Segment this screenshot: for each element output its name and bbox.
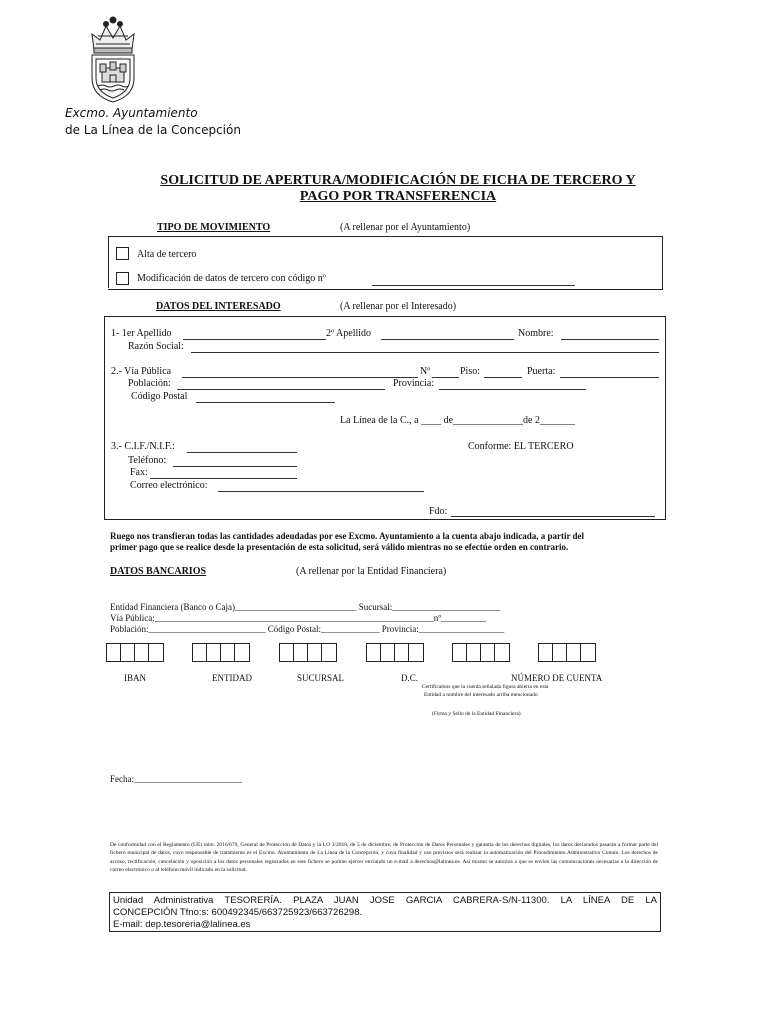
- signature-field[interactable]: [451, 516, 655, 517]
- alta-checkbox[interactable]: [116, 247, 129, 260]
- municipality-name: Excmo. Ayuntamiento: [65, 106, 198, 120]
- bank-address-line: Vía Pública:______________________________________________________________nº__________: [110, 613, 487, 623]
- form-title-line1: SOLICITUD DE APERTURA/MODIFICACIÓN DE FICHA DE TERCERO Y: [160, 173, 636, 188]
- certify-line2: Entidad a nombre del interesado arriba mencionado: [424, 692, 538, 698]
- apellido1-label: 1- 1er Apellido: [111, 328, 172, 339]
- cuenta-boxes-1[interactable]: [452, 643, 510, 662]
- provincia-label: Provincia:: [393, 378, 435, 389]
- bank-entity-line: Entidad Financiera (Banco o Caja)___________________________ Sucursal:________________________: [110, 602, 501, 612]
- municipality-subname: de La Línea de la Concepción: [65, 123, 241, 137]
- codigo-postal-field[interactable]: [196, 402, 335, 403]
- alta-label: Alta de tercero: [137, 249, 197, 260]
- correo-label: Correo electrónico:: [130, 480, 208, 491]
- cif-label: 3.- C.I.F./N.I.F.:: [111, 441, 175, 452]
- razon-social-field[interactable]: [191, 352, 659, 353]
- request-text-line2: primer pago que se realice desde la presentación de esta solicitud, será válido mientras no se efectúe orden en contrario.: [110, 542, 569, 552]
- puerta-field[interactable]: [560, 377, 659, 378]
- poblacion-label: Población:: [128, 378, 171, 389]
- via-publica-field[interactable]: [182, 377, 418, 378]
- movement-heading: TIPO DE MOVIMIENTO: [157, 222, 271, 233]
- iban-label: IBAN: [124, 673, 146, 683]
- conforme-label: Conforme: EL TERCERO: [468, 441, 574, 452]
- numero-field[interactable]: [432, 377, 459, 378]
- fax-field[interactable]: [150, 478, 297, 479]
- telefono-label: Teléfono:: [128, 455, 167, 466]
- puerta-label: Puerta:: [527, 366, 556, 377]
- entidad-label: ENTIDAD: [212, 673, 252, 683]
- entidad-boxes[interactable]: [192, 643, 250, 662]
- piso-label: Piso:: [460, 366, 481, 377]
- apellido2-field[interactable]: [381, 339, 514, 340]
- cif-field[interactable]: [187, 452, 297, 453]
- via-publica-label: 2.- Vía Pública: [111, 366, 172, 377]
- dc-boxes[interactable]: [366, 643, 424, 662]
- movement-note: (A rellenar por el Ayuntamiento): [340, 222, 471, 233]
- movement-box-left-edge: [108, 236, 109, 288]
- iban-boxes[interactable]: [106, 643, 164, 662]
- bank-signature-note: (Firma y Sello de la Entidad Financiera): [432, 711, 521, 717]
- place-date: La Línea de la C., a ____ de______________de 2_______: [340, 415, 575, 426]
- bank-city-line: Población:__________________________ Código Postal:_____________ Provincia:___________________: [110, 624, 505, 634]
- numero-label: Nº: [420, 366, 431, 377]
- piso-field[interactable]: [484, 377, 522, 378]
- form-title-line2: PAGO POR TRANSFERENCIA: [299, 189, 497, 204]
- footer-address-line: Unidad Administrativa TESORERÍA. PLAZA JUAN JOSE GARCIA CABRERA-S/N-11300. LA LÍNEA DE LA: [113, 895, 657, 906]
- correo-field[interactable]: [218, 491, 424, 492]
- codigo-field[interactable]: [372, 285, 575, 286]
- data-protection-notice: De conformidad con el Reglamento (UE) núm. 2016/679, General de Protección de Datos y la LO 3/2018, de 5 de diciembre, de Protección de Datos Personales y garantía de los derechos digitales, los datos declarados pasarán a formar parte del fichero municipal de datos, cuyo responsable de tratamiento es el Excmo. Ayuntamiento de La Línea de la Concepción, y cuya finalidad y uso previstos será realizar la automatización del Procedimiento Administrativo Común. Los derechos de acceso, rectificación, cancelación y oposición a los datos personales registrados en este fichero se podrán ejercer enviando un e-mail a derechos@lalinea.es. Así mismo se autoriza a que se envíen las comunicaciones necesarias a la dirección de correo electrónico o al teléfono móvil indicado en la solicitud.: [110, 842, 658, 873]
- interested-heading: DATOS DEL INTERESADO: [156, 301, 281, 312]
- certify-line1: Certificamos que la cuenta señalada figura abierta en esta: [422, 684, 549, 690]
- dc-label: D.C.: [401, 673, 419, 683]
- razon-social-label: Razón Social:: [128, 341, 184, 352]
- cuenta-boxes-2[interactable]: [538, 643, 596, 662]
- apellido1-field[interactable]: [183, 339, 326, 340]
- footer-email-line: E-mail: dep.tesoreria@lalinea.es: [113, 919, 251, 930]
- request-text-line1: Ruego nos transfieran todas las cantidades adeudadas por ese Excmo. Ayuntamiento a la cuenta abajo indicada, a partir del: [110, 531, 585, 541]
- nombre-field[interactable]: [561, 339, 659, 340]
- interested-note: (A rellenar por el Interesado): [340, 301, 457, 312]
- sucursal-label: SUCURSAL: [297, 673, 345, 683]
- telefono-field[interactable]: [173, 466, 297, 467]
- fdo-label: Fdo:: [429, 506, 448, 517]
- fax-label: Fax:: [130, 467, 148, 478]
- bank-note: (A rellenar por la Entidad Financiera): [296, 566, 447, 577]
- footer-phone-line: CONCEPCIÓN Tfno:s: 600492345/663725923/663726298.: [113, 907, 363, 918]
- codigo-postal-label: Código Postal: [131, 391, 188, 402]
- sucursal-boxes[interactable]: [279, 643, 337, 662]
- footer-contact-box: [109, 892, 661, 932]
- poblacion-field[interactable]: [177, 389, 385, 390]
- nombre-label: Nombre:: [518, 328, 554, 339]
- modificacion-checkbox[interactable]: [116, 272, 129, 285]
- provincia-field[interactable]: [439, 389, 586, 390]
- cuenta-label: NÚMERO DE CUENTA: [511, 673, 603, 683]
- apellido2-label: 2º Apellido: [326, 328, 372, 339]
- bank-heading: DATOS BANCARIOS: [110, 566, 207, 577]
- coat-of-arms-logo: [78, 12, 148, 104]
- modificacion-label: Modificación de datos de tercero con código nº: [137, 273, 326, 284]
- fecha-field[interactable]: Fecha:________________________: [110, 774, 242, 784]
